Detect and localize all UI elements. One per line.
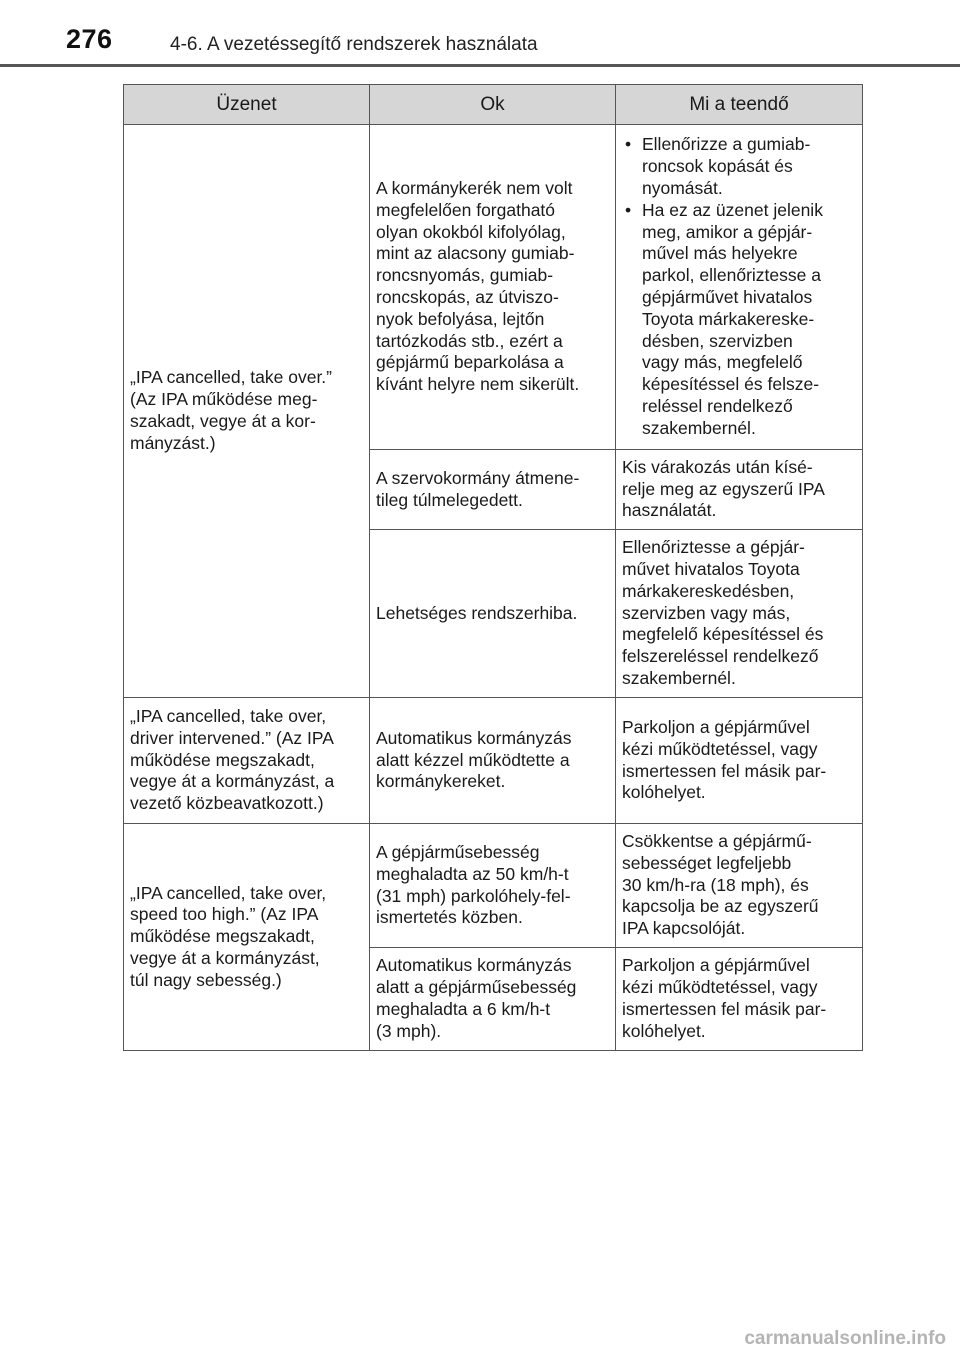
action-cell: Kis várakozás után kísé- relje meg az egyszerű IPA használatát. bbox=[616, 450, 863, 530]
table-header-row bbox=[124, 85, 863, 125]
column-header-cause: Ok bbox=[370, 85, 616, 125]
message-cell: „IPA cancelled, take over, driver intervened.” (Az IPA működése megszakadt, vegye át a kormányzást, a vezető közbeavatkozott.) bbox=[124, 698, 370, 824]
action-cell: Ellenőriztesse a gépjár- művet hivatalos Toyota márkakereskedésben, szervizben vagy más, megfelelő képesítéssel és felszereléssel rendelkező szakembernél. bbox=[616, 530, 863, 698]
cause-cell: Automatikus kormányzás alatt kézzel működtette a kormánykereket. bbox=[370, 698, 616, 824]
table-row bbox=[124, 125, 863, 450]
action-bullet: • Ellenőrizze a gumiab- roncsok kopását és nyomását. bbox=[622, 134, 856, 199]
action-cell: Parkoljon a gépjárművel kézi működtetéssel, vagy ismertessen fel másik par- kolóhelyet. bbox=[616, 698, 863, 824]
cause-cell: A kormánykerék nem volt megfelelően forgatható olyan okokból kifolyólag, mint az alacsony gumiab- roncsnyomás, gumiab- roncskopás, az útviszo- nyok befolyása, lejtőn tartózkodás stb., ezért a gépjármű beparkolása a kívánt helyre nem sikerült. bbox=[370, 125, 616, 450]
page-header bbox=[0, 0, 960, 70]
action-bullet-list bbox=[622, 134, 856, 439]
section-title: 4-6. A vezetéssegítő rendszerek használata bbox=[170, 34, 538, 55]
column-header-action: Mi a teendő bbox=[616, 85, 863, 125]
message-table bbox=[123, 84, 863, 1051]
message-cell: „IPA cancelled, take over.” (Az IPA működése meg- szakadt, vegye át a kor- mányzást.) bbox=[124, 125, 370, 698]
cause-cell: Automatikus kormányzás alatt a gépjárműsebesség meghaladta a 6 km/h-t (3 mph). bbox=[370, 948, 616, 1051]
action-cell bbox=[616, 125, 863, 450]
action-bullet: • Ha ez az üzenet jelenik meg, amikor a gépjár- művel más helyekre parkol, ellenőriztesse a gépjárművet hivatalos Toyota márkakereske- désben, szervizben vagy más, megfelelő képesítéssel és felsze- reléssel rendelkező szakembernél. bbox=[622, 200, 856, 440]
cause-cell: Lehetséges rendszerhiba. bbox=[370, 530, 616, 698]
action-cell: Csökkentse a gépjármű- sebességet legfeljebb 30 km/h-ra (18 mph), és kapcsolja be az egyszerű IPA kapcsolóját. bbox=[616, 824, 863, 948]
page-number: 276 bbox=[66, 24, 113, 54]
action-cell: Parkoljon a gépjárművel kézi működtetéssel, vagy ismertessen fel másik par- kolóhelyet. bbox=[616, 948, 863, 1051]
cause-cell: A szervokormány átmene- tileg túlmelegedett. bbox=[370, 450, 616, 530]
header-rule bbox=[0, 64, 960, 67]
cause-cell: A gépjárműsebesség meghaladta az 50 km/h-t (31 mph) parkolóhely-fel- ismertetés közben. bbox=[370, 824, 616, 948]
message-cell: „IPA cancelled, take over, speed too high.” (Az IPA működése megszakadt, vegye át a kormányzást, túl nagy sebesség.) bbox=[124, 824, 370, 1051]
watermark: carmanualsonline.info bbox=[744, 1328, 946, 1349]
table-row bbox=[124, 698, 863, 824]
column-header-message: Üzenet bbox=[124, 85, 370, 125]
table-row bbox=[124, 824, 863, 948]
